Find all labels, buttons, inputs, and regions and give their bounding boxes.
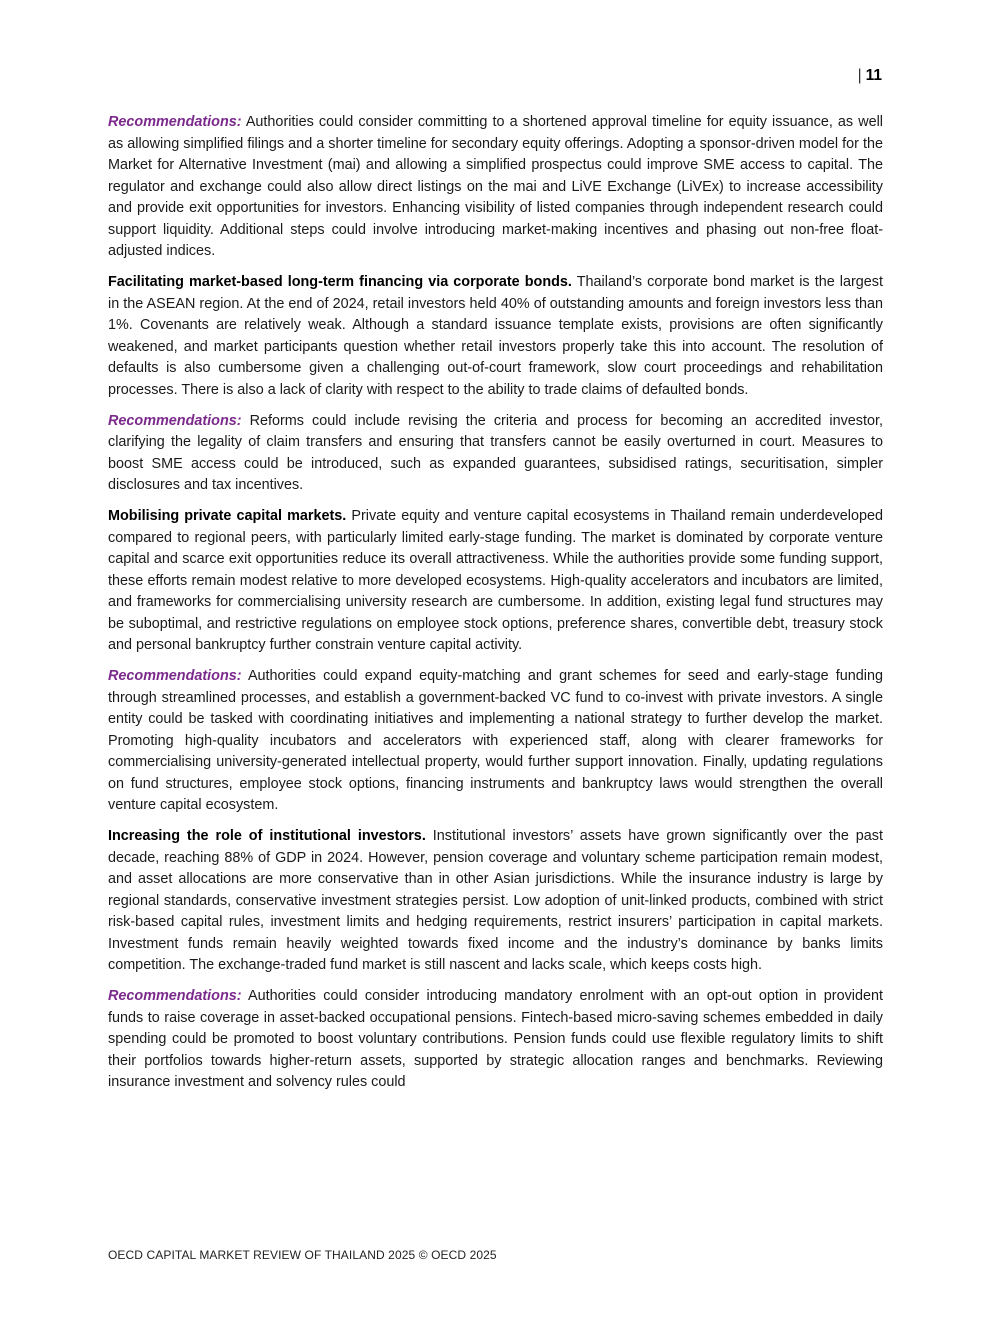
- recommendations-label: Recommendations:: [108, 114, 242, 130]
- paragraph-private-capital-recommendations: [108, 666, 883, 817]
- paragraph-text: Authorities could consider committing to a shortened approval timeline for equity issuance, as well as allowing simplified filings and a shorter timeline for secondary equity offerings. Adopting a sponsor-driven model for the Market for Alternative Investment (mai) and allowing a simplified prospectus could improve SME access to capital. The regulator and exchange could also allow direct listings on the mai and LiVE Exchange (LiVEx) to increase accessibility and provide exit opportunities for investors. Enhancing visibility of listed companies through independent research could support liquidity. Additional steps could involve introducing market-making incentives and phasing out non-free float-adjusted indices.: [108, 114, 883, 259]
- paragraph-text: Reforms could include revising the criteria and process for becoming an accredited investor, clarifying the legality of claim transfers and ensuring that transfers cannot be easily overturned in court. Measures to boost SME access could be introduced, such as expanded guarantees, subsidised ratings, securitisation, simpler disclosures and tax incentives.: [108, 412, 883, 493]
- page-header: [858, 66, 882, 86]
- paragraph-text: Private equity and venture capital ecosystems in Thailand remain underdeveloped compared to regional peers, with particularly limited early-stage funding. The market is dominated by corporate venture capital and scarce exit opportunities reduce its overall attractiveness. While the authorities provide some funding support, these efforts remain modest relative to more developed ecosystems. High-quality accelerators and incubators are limited, and frameworks for commercialising university research are cumbersome. In addition, existing legal fund structures may be suboptimal, and restrictive regulations on employee stock options, preference shares, convertible debt, treasury stock and personal bankruptcy further constrain venture capital activity.: [108, 508, 883, 653]
- paragraph-text: Authorities could consider introducing mandatory enrolment with an opt-out option in provident funds to raise coverage in asset-backed occupational pensions. Fintech-based micro-saving schemes embedded in daily spending could be promoted to boost voluntary contributions. Pension funds could use flexible regulatory limits to shift their portfolios towards higher-return assets, supported by strategic allocation ranges and benchmarks. Reviewing insurance investment and solvency rules could: [108, 988, 883, 1090]
- paragraph-bonds-recommendations: [108, 411, 883, 497]
- recommendations-label: Recommendations:: [108, 668, 242, 684]
- recommendations-label: Recommendations:: [108, 412, 242, 429]
- paragraph-private-capital: [108, 506, 883, 657]
- section-title: Facilitating market-based long-term financing via corporate bonds.: [108, 274, 572, 290]
- page-body: [108, 112, 883, 1103]
- paragraph-institutional-investors: [108, 826, 883, 977]
- recommendations-label: Recommendations:: [108, 988, 242, 1004]
- section-title: Increasing the role of institutional investors.: [108, 828, 426, 844]
- page-footer: OECD CAPITAL MARKET REVIEW OF THAILAND 2025 © OECD 2025: [108, 1248, 497, 1262]
- paragraph-text: Authorities could expand equity-matching and grant schemes for seed and early-stage funding through streamlined processes, and establish a government-backed VC fund to co-invest with private investors. A single entity could be tasked with coordinating initiatives and implementing a national strategy to further develop the market. Promoting high-quality incubators and accelerators with experienced staff, along with clearer frameworks for commercialising university-generated intellectual property, would further support innovation. Finally, updating regulations on fund structures, employee stock options, financing instruments and bankruptcy laws would strengthen the overall venture capital ecosystem.: [108, 668, 883, 813]
- paragraph-equity-recommendations: [108, 112, 883, 263]
- paragraph-institutional-recommendations: [108, 986, 883, 1094]
- paragraph-text: Institutional investors’ assets have grown significantly over the past decade, reaching 88% of GDP in 2024. However, pension coverage and voluntary scheme participation remain modest, and asset allocations are more conservative than in other Asian jurisdictions. While the insurance industry is large by regional standards, conservative investment strategies persist. Low adoption of unit-linked products, combined with strict risk-based capital rules, investment limits and hedging requirements, restrict insurers’ participation in capital markets. Investment funds remain heavily weighted towards fixed income and the industry’s dominance by banks limits competition. The exchange-traded fund market is still nascent and lacks scale, which keeps costs high.: [108, 828, 883, 973]
- paragraph-corporate-bonds: [108, 272, 883, 401]
- section-title: Mobilising private capital markets.: [108, 508, 347, 524]
- header-separator: |: [857, 67, 862, 84]
- page-number: 11: [865, 67, 882, 84]
- paragraph-text: Thailand’s corporate bond market is the largest in the ASEAN region. At the end of 2024, retail investors held 40% of outstanding amounts and foreign investors less than 1%. Covenants are relatively weak. Although a standard issuance template exists, provisions are often significantly weakened, and market participants question whether retail investors properly take this into account. The resolution of defaults is also cumbersome given a challenging out-of-court framework, slow court proceedings and rehabilitation processes. There is also a lack of clarity with respect to the ability to trade claims of defaulted bonds.: [108, 274, 883, 398]
